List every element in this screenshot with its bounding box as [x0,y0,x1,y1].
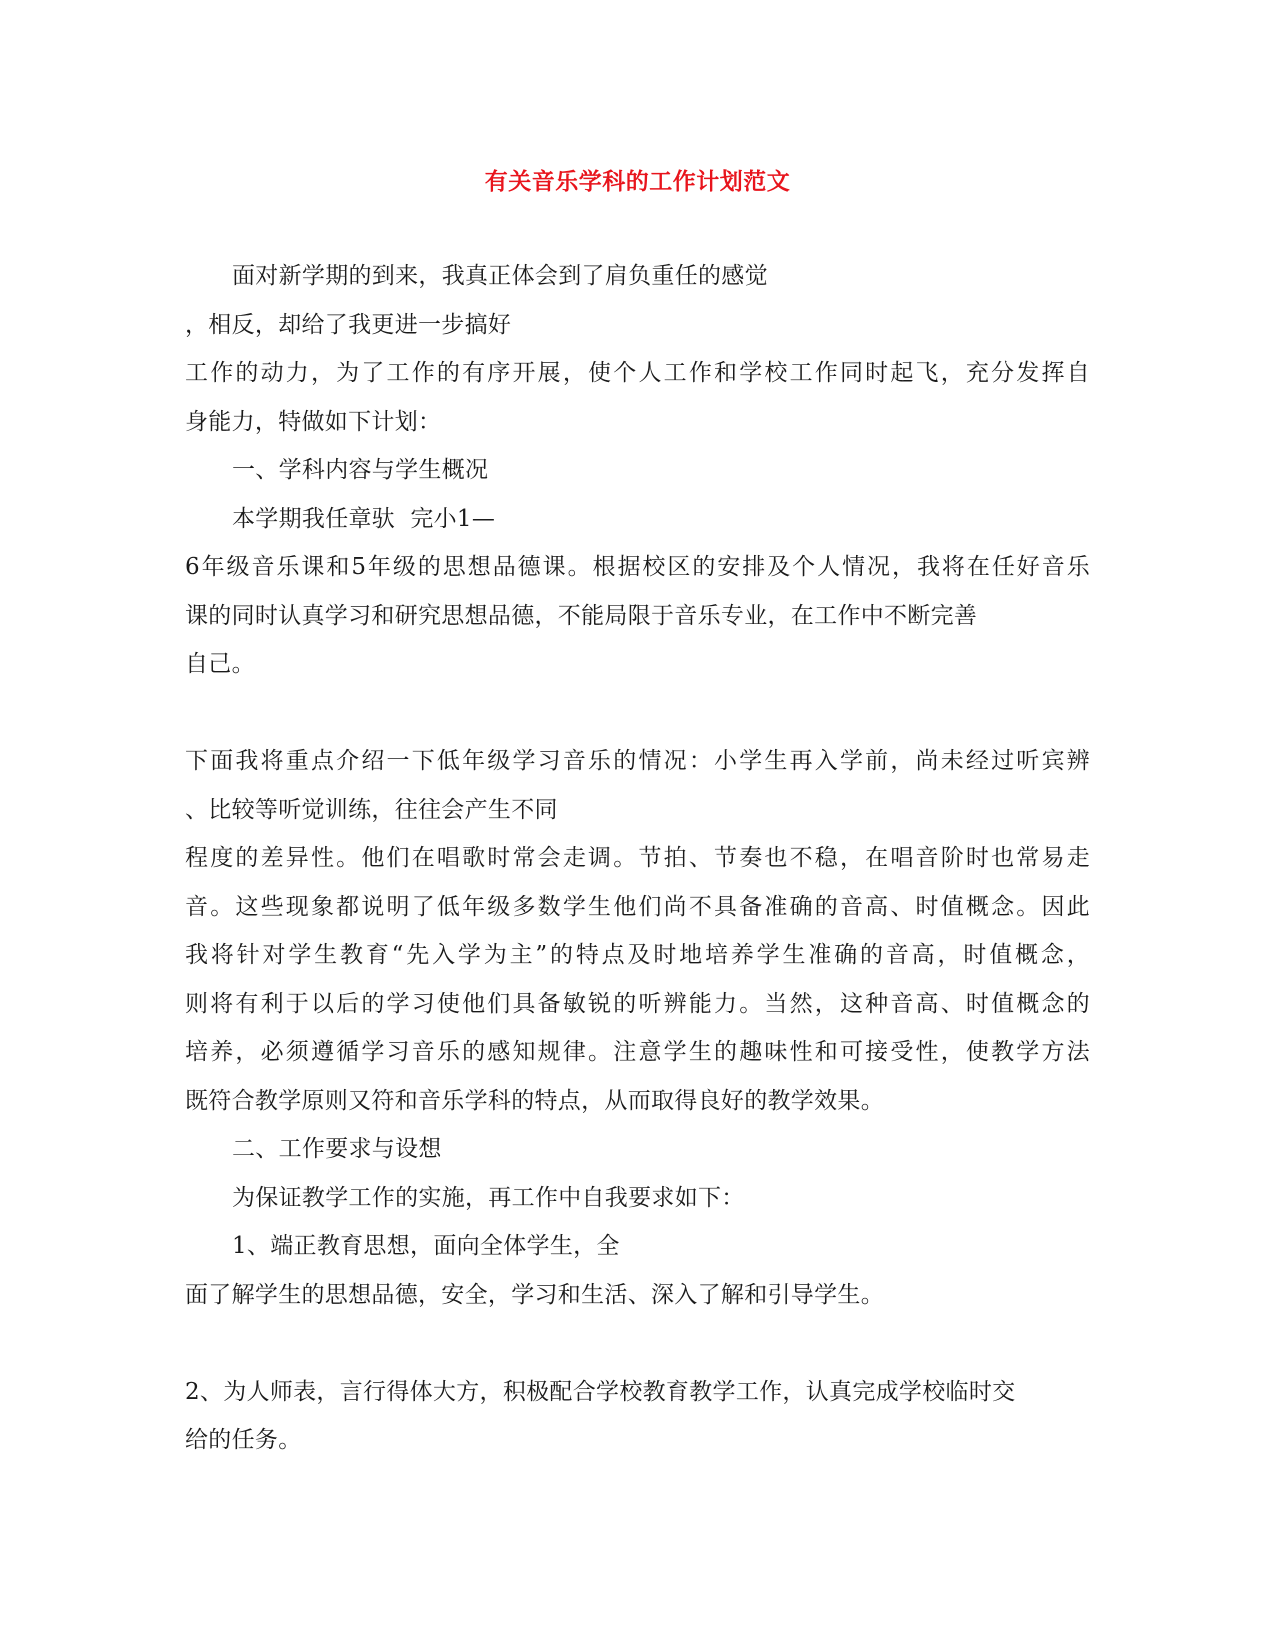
section-heading: 一、学科内容与学生概况 [232,457,489,483]
list-item: 1、端正教育思想，面向全体学生，全 [232,1233,620,1259]
paragraph-line: 自己。 [185,651,255,677]
paragraph-line: 面了解学生的思想品德，安全，学习和生活、深入了解和引导学生。 [185,1281,884,1308]
document-body [185,252,1090,1465]
paragraph-line: 、比较等听觉训练，往往会产生不同 [185,796,558,823]
document-title: 有关音乐学科的工作计划范文 [484,169,791,195]
paragraph-line: 6年级音乐课和5年级的思想品德课。根据校区的安排及个人情况，我将在任好音乐 [185,554,1090,580]
paragraph-line: 培养，必须遵循学习音乐的感知规律。注意学生的趣味性和可接受性，使教学方法 [185,1039,1090,1065]
paragraph-line: 本学期我任章驮 完小1— [232,505,496,532]
paragraph-line: 我将针对学生教育“先入学为主”的特点及时地培养学生准确的音高，时值概念， [185,942,1090,968]
paragraph-line: ，相反，却给了我更进一步搞好 [185,311,512,338]
paragraph-line: 则将有利于以后的学习使他们具备敏锐的听辨能力。当然，这种音高、时值概念的 [185,990,1090,1017]
paragraph-line: 为保证教学工作的实施，再工作中自我要求如下： [232,1184,745,1211]
blank-line [185,1319,1090,1368]
paragraph-line: 程度的差异性。他们在唱歌时常会走调。节拍、节奏也不稳，在唱音阶时也常易走 [185,845,1090,871]
blank-line [185,689,1090,738]
paragraph-line: 给的任务。 [185,1427,302,1453]
paragraph-line: 面对新学期的到来，我真正体会到了肩负重任的感觉 [232,263,768,289]
paragraph-line: 工作的动力，为了工作的有序开展，使个人工作和学校工作同时起飞，充分发挥自 [185,360,1090,386]
paragraph-line: 既符合教学原则又符和音乐学科的特点，从而取得良好的教学效果。 [185,1087,884,1114]
paragraph-line: 音。这些现象都说明了低年级多数学生他们尚不具备准确的音高、时值概念。因此 [185,893,1090,920]
paragraph-line: 课的同时认真学习和研究思想品德，不能局限于音乐专业，在工作中不断完善 [185,602,978,629]
list-item: 2、为人师表，言行得体大方，积极配合学校教育教学工作，认真完成学校临时交 [185,1378,1016,1405]
paragraph-line: 身能力，特做如下计划： [185,408,442,435]
section-heading: 二、工作要求与设想 [232,1136,442,1162]
paragraph-line: 下面我将重点介绍一下低年级学习音乐的情况：小学生再入学前，尚未经过听宾辨 [185,748,1090,774]
